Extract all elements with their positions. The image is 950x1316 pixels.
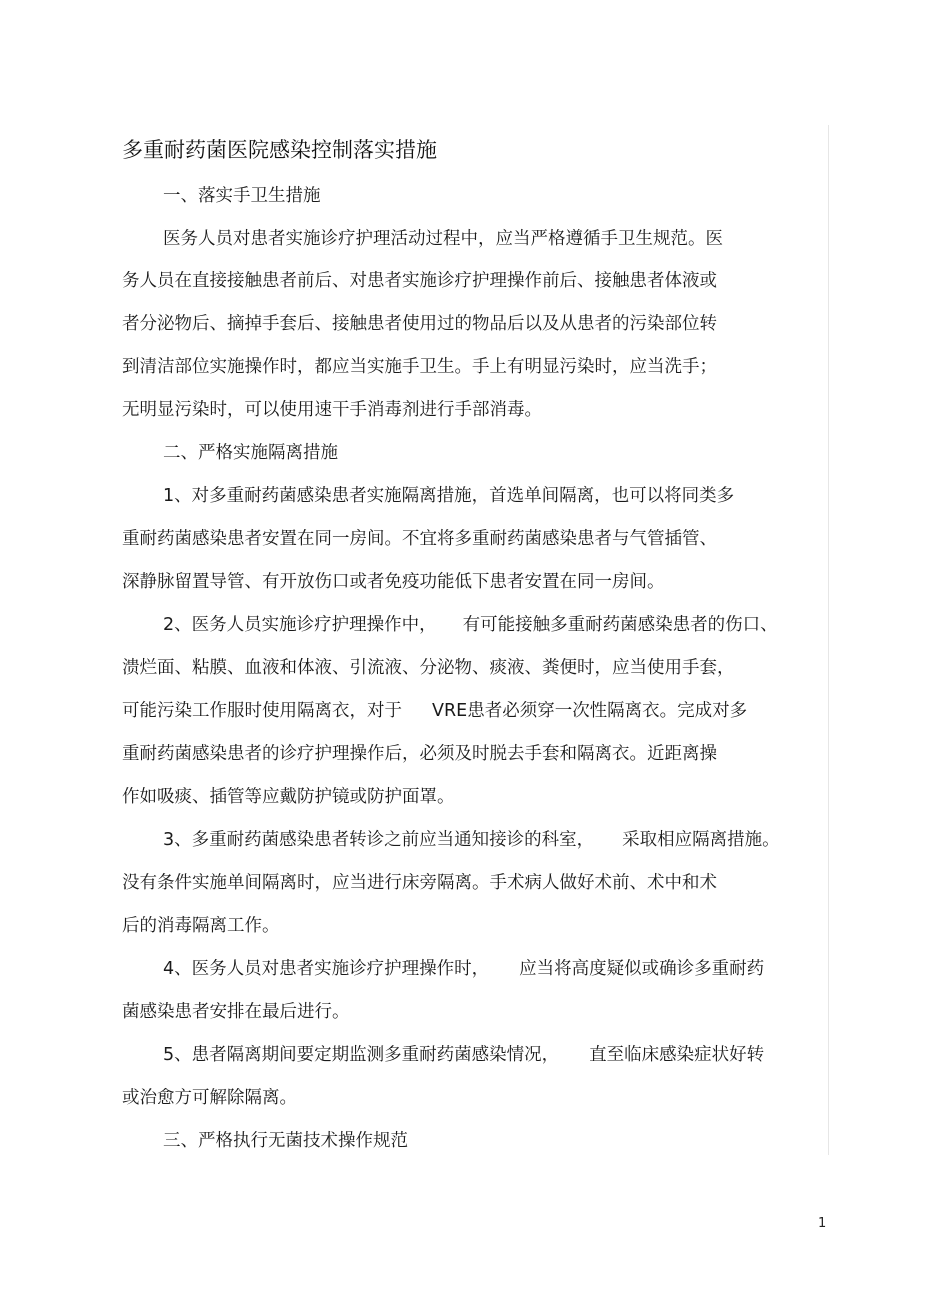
paragraph-line: 无明显污染时，可以使用速干手消毒剂进行手部消毒。 [122, 400, 542, 420]
paragraph-line [122, 698, 747, 724]
line-segment: 3、多重耐药菌感染患者转诊之前应当通知接诊的科室， [163, 830, 595, 850]
paragraph-line: 作如吸痰、插管等应戴防护镜或防护面罩。 [122, 787, 455, 807]
paragraph-line [163, 612, 778, 638]
section-heading-hand-hygiene: 一、落实手卫生措施 [163, 186, 321, 206]
paragraph-line: 重耐药菌感染患者的诊疗护理操作后，必须及时脱去手套和隔离衣。近距离操 [122, 744, 717, 764]
section-heading-aseptic: 三、严格执行无菌技术操作规范 [163, 1131, 408, 1151]
paragraph-line: 1、对多重耐药菌感染患者实施隔离措施，首选单间隔离，也可以将同类多 [163, 486, 735, 506]
paragraph-line: 或治愈方可解除隔离。 [122, 1088, 297, 1108]
page-title: 多重耐药菌医院感染控制落实措施 [122, 138, 437, 162]
paragraph-line: 务人员在直接接触患者前后、对患者实施诊疗护理操作前后、接触患者体液或 [122, 271, 717, 291]
margin-rule [828, 125, 829, 1155]
paragraph-line: 者分泌物后、摘掉手套后、接触患者使用过的物品后以及从患者的污染部位转 [122, 314, 717, 334]
page-number: 1 [818, 1216, 827, 1231]
paragraph-line: 没有条件实施单间隔离时，应当进行床旁隔离。手术病人做好术前、术中和术 [122, 873, 717, 893]
line-segment: 2、医务人员实施诊疗护理操作中， [163, 615, 437, 635]
paragraph-line [163, 956, 764, 982]
paragraph-line: 菌感染患者安排在最后进行。 [122, 1002, 350, 1022]
paragraph-line: 医务人员对患者实施诊疗护理活动过程中，应当严格遵循手卫生规范。医 [163, 229, 723, 249]
line-segment: 有可能接触多重耐药菌感染患者的伤口、 [462, 615, 778, 635]
paragraph-line: 深静脉留置导管、有开放伤口或者免疫功能低下患者安置在同一房间。 [122, 572, 665, 592]
paragraph-line: 后的消毒隔离工作。 [122, 916, 280, 936]
section-heading-isolation: 二、严格实施隔离措施 [163, 443, 338, 463]
paragraph-line [163, 827, 780, 853]
line-segment: 5、患者隔离期间要定期监测多重耐药菌感染情况， [163, 1045, 560, 1065]
line-segment: 4、医务人员对患者实施诊疗护理操作时， [163, 959, 490, 979]
paragraph-line: 重耐药菌感染患者安置在同一房间。不宜将多重耐药菌感染患者与气管插管、 [122, 529, 717, 549]
line-segment: 应当将高度疑似或确诊多重耐药 [519, 959, 765, 979]
paragraph-line: 溃烂面、粘膜、血液和体液、引流液、分泌物、痰液、粪便时，应当使用手套， [122, 658, 735, 678]
line-segment: 可能污染工作服时使用隔离衣，对于 [122, 701, 402, 721]
paragraph-line [163, 1042, 764, 1068]
line-segment: VRE患者必须穿一次性隔离衣。完成对多 [432, 701, 748, 721]
paragraph-line: 到清洁部位实施操作时，都应当实施手卫生。手上有明显污染时，应当洗手； [122, 357, 717, 377]
line-segment: 采取相应隔离措施。 [622, 830, 780, 850]
line-segment: 直至临床感染症状好转 [589, 1045, 765, 1065]
